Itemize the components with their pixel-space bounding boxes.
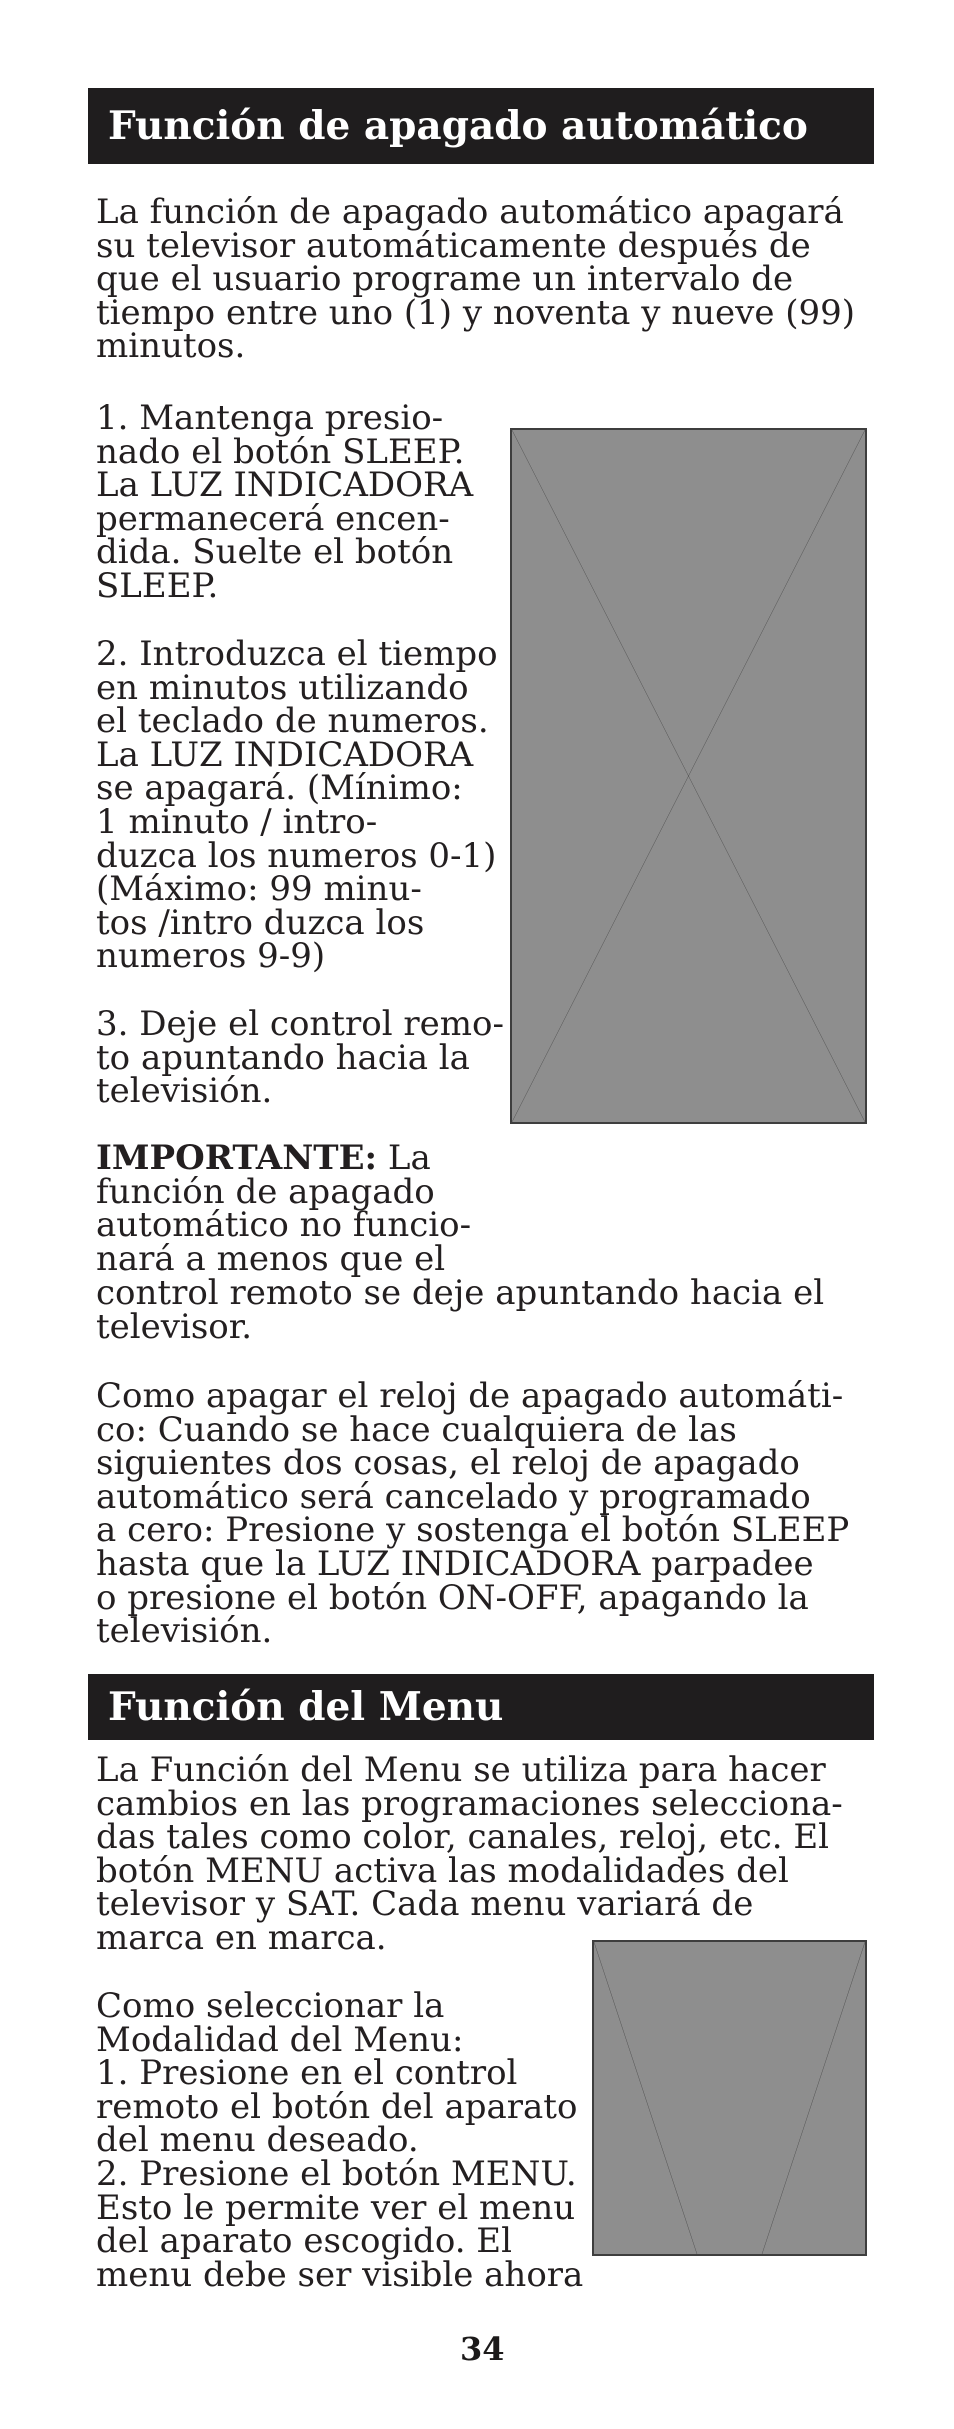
- important-note: [96, 1138, 472, 1279]
- important-label: IMPORTANTE:: [96, 1138, 378, 1178]
- image-placeholder-menu: [592, 1940, 867, 2256]
- section-header-sleep: [88, 88, 874, 164]
- sleep-step-2: 2. Introduzca el tiempo en minutos utilizando el teclado de numeros. La LUZ INDICADORA se apagará. (Mínimo: 1 minuto / intro- duzca los numeros 0-1) (Máximo: 99 minu- tos /intro duzca los numeros 9-9): [96, 634, 498, 977]
- sleep-step-3: 3. Deje el control remo- to apuntando hacia la televisión.: [96, 1004, 504, 1112]
- menu-steps-paragraph: Como seleccionar la Modalidad del Menu: 1. Presione en el control remoto el botón del aparato del menu deseado. 2. Presione el botón MENU. Esto le permite ver el menu del aparato escogido. El menu debe ser visible ahora: [96, 1986, 584, 2295]
- important-note-continued: control remoto se deje apuntando hacia el televisor.: [96, 1273, 825, 1347]
- sleep-step-1: 1. Mantenga presio- nado el botón SLEEP. La LUZ INDICADORA permanecerá encen- dida. Suelte el botón SLEEP.: [96, 398, 474, 606]
- section-header-menu: [88, 1674, 874, 1740]
- section-title-sleep: Función de apagado automático: [108, 103, 808, 149]
- placeholder-cross-icon: [594, 1942, 865, 2254]
- placeholder-cross-icon: [512, 430, 865, 1122]
- image-placeholder-remote: [510, 428, 867, 1124]
- important-text: La función de apagado automático no funcio- nará a menos que el: [96, 1138, 472, 1279]
- sleep-intro-paragraph: La función de apagado automático apagará su televisor automáticamente después de que el usuario programe un intervalo de tiempo entre uno (1) y noventa y nueve (99) minutos.: [96, 192, 856, 367]
- page-number: 34: [460, 2330, 505, 2368]
- menu-intro-paragraph: La Función del Menu se utiliza para hacer cambios en las programaciones selecciona- das tales como color, canales, reloj, etc. El botón MENU activa las modalidades del televisor y SAT. Cada menu variará de marca en marca.: [96, 1750, 843, 1958]
- section-title-menu: Función del Menu: [108, 1684, 504, 1730]
- sleep-cancel-paragraph: Como apagar el reloj de apagado automáti- co: Cuando se hace cualquiera de las siguientes dos cosas, el reloj de apagado automático será cancelado y programado a cero: Presione y sostenga el botón SLEEP hasta que la LUZ INDICADORA parpadee o presione el botón ON-OFF, apagando la televisión.: [96, 1376, 850, 1652]
